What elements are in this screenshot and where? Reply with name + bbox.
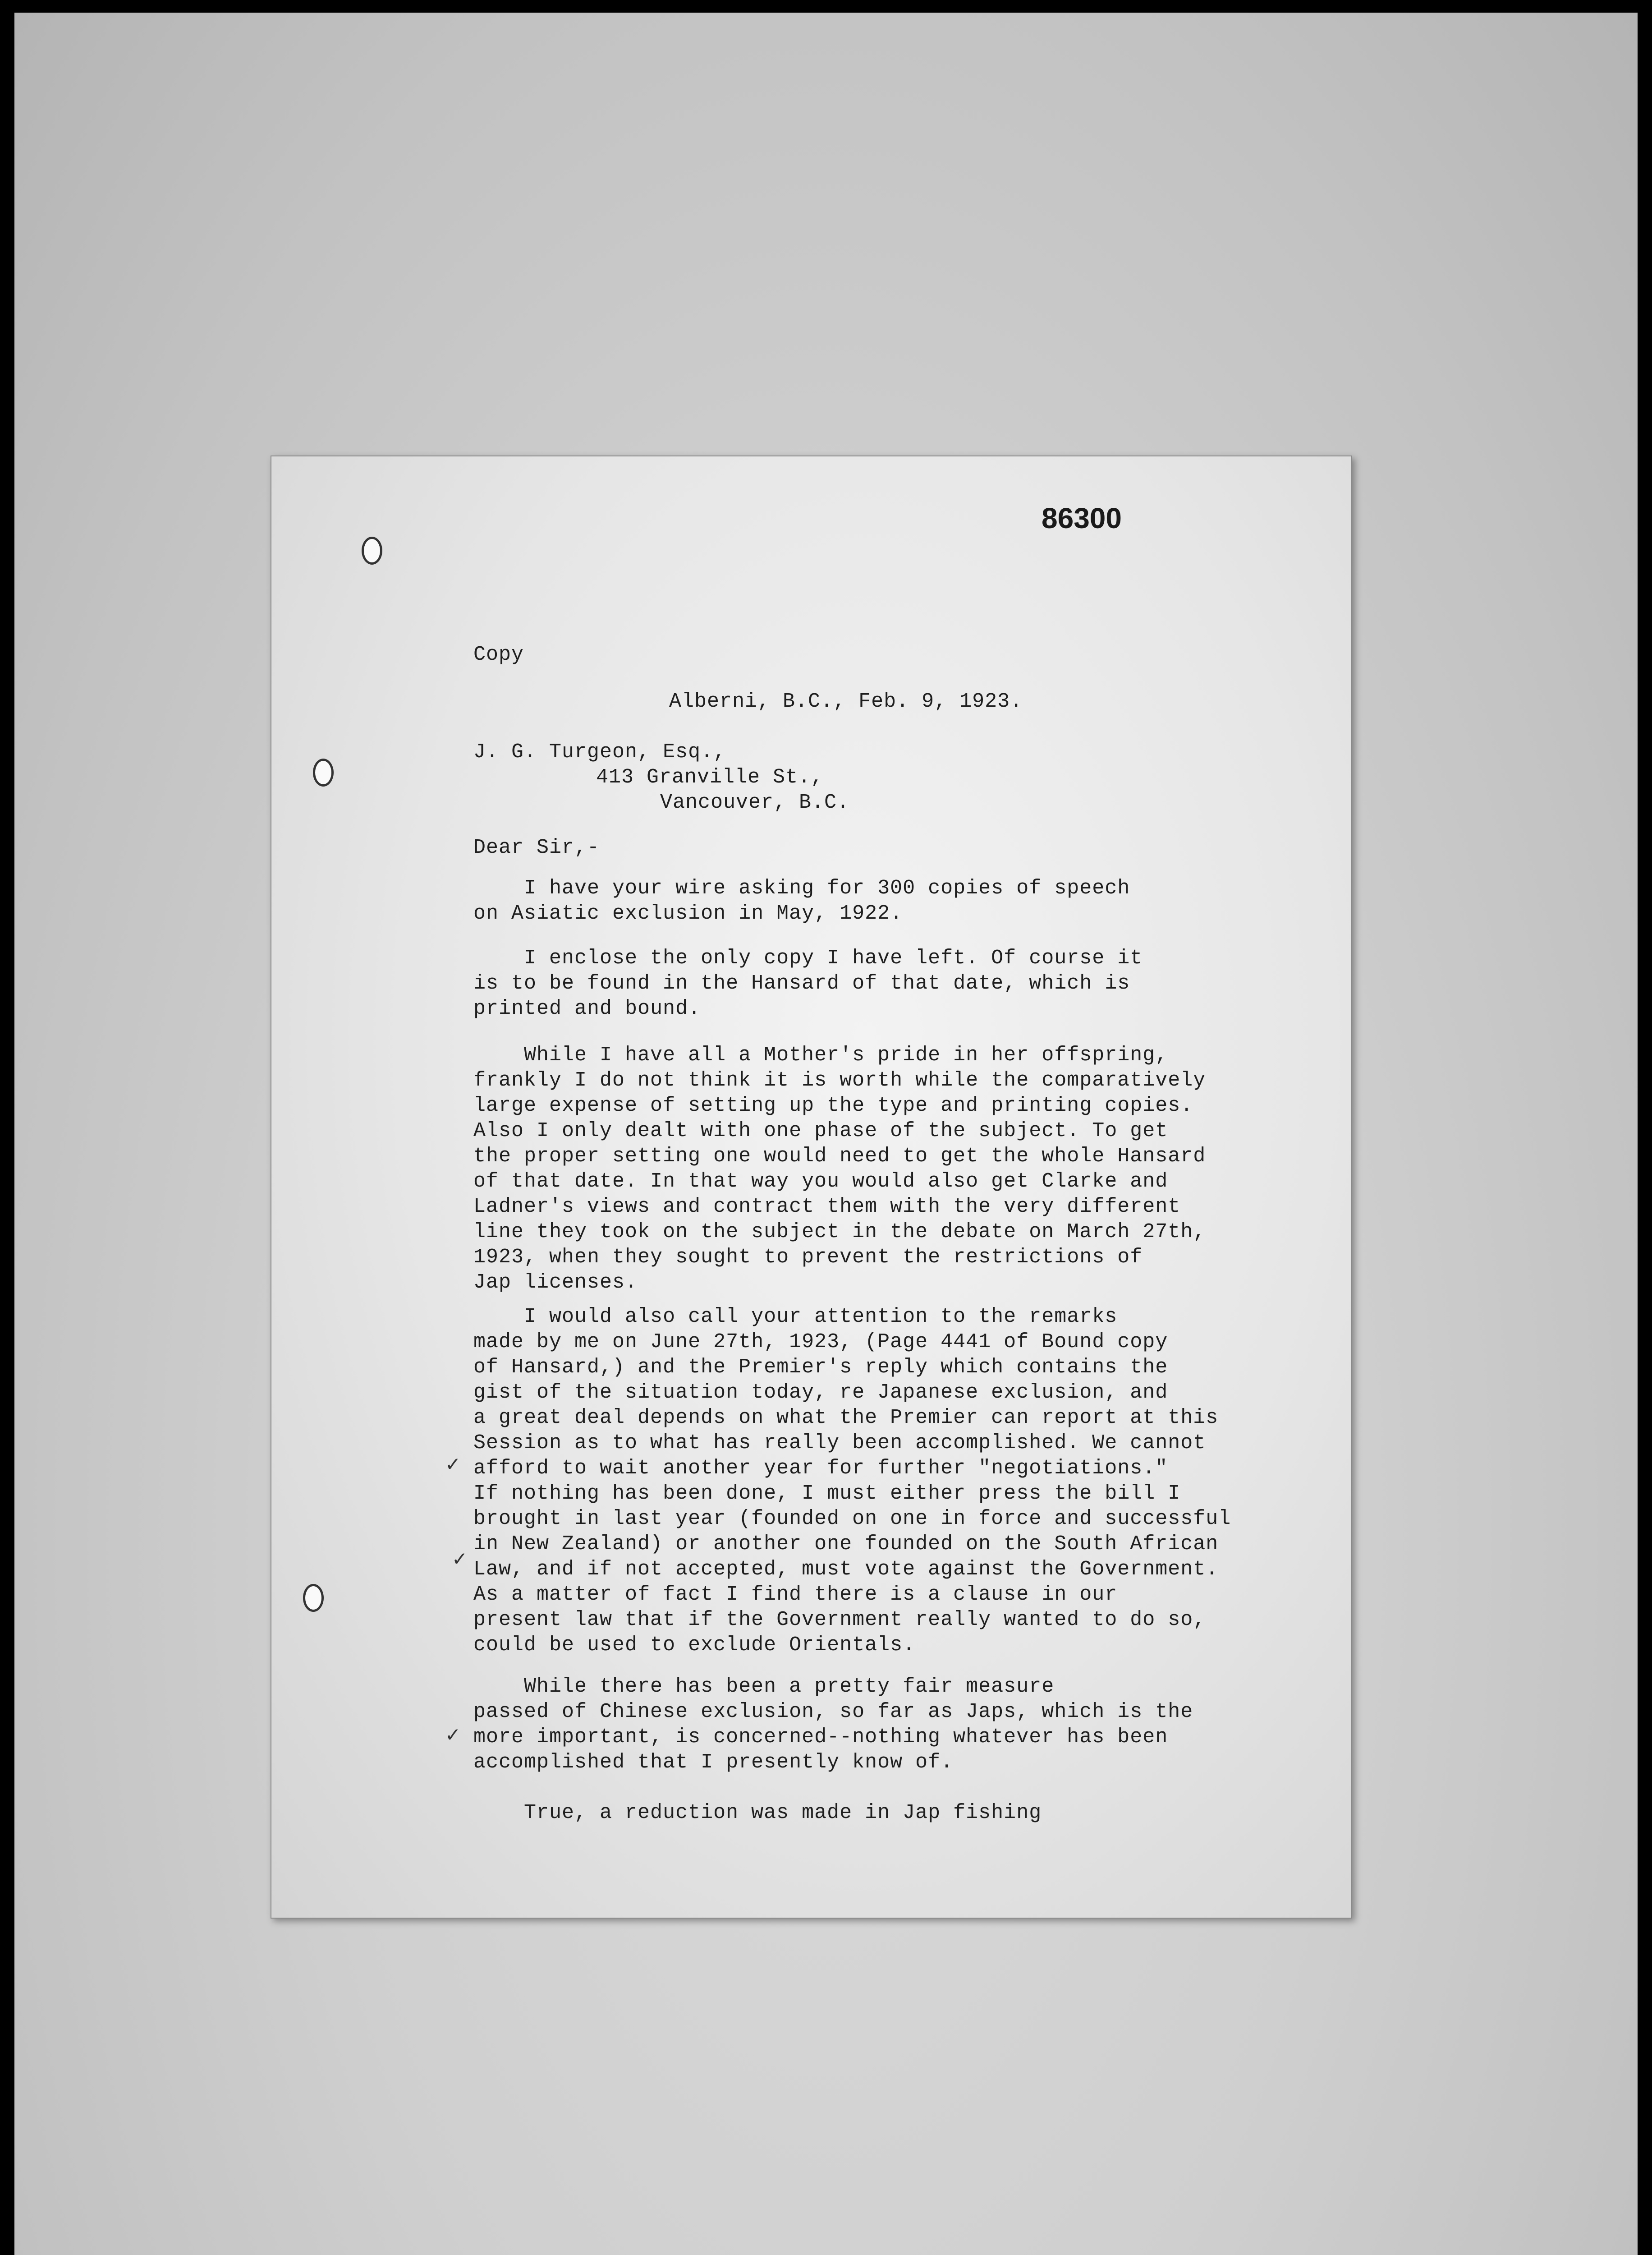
copy-label: Copy [473, 643, 524, 666]
paragraph: While I have all a Mother's pride in her offspring, frankly I do not think it is worth while the comparatively large expense of setting up the type and printing copies. Also I only dealt with one phase of the subject. To get the proper setting one would need to get the whole Hansard of that date. In that way you would also get Clarke and Ladner's views and contract them with the very different line they took on the subject in the debate on March 27th, 1923, when they sought to prevent the restrictions of Jap licenses. [473, 1044, 1206, 1294]
letter-page [271, 456, 1352, 1919]
paragraph: I would also call your attention to the remarks made by me on June 27th, 1923, (Page 4441 of Bound copy of Hansard,) and the Premier's reply which contains the gist of the situation today, re Japanese exclusion, and a great deal depends on what the Premier can report at this Session as to what has really been accomplished. We cannot afford to wait another year for further "negotiations." If nothing has been done, I must either press the bill I brought in last year (founded on one in force and successful in New Zealand) or another one founded on the South African Law, and if not accepted, must vote against the Government. As a matter of fact I find there is a clause in our present law that if the Government really wanted to do so, could be used to exclude Orientals. [473, 1305, 1231, 1657]
paragraph: I have your wire asking for 300 copies of speech on Asiatic exclusion in May, 1922. [473, 877, 1130, 925]
margin-checkmark: ✓ [445, 1724, 461, 1746]
salutation: Dear Sir,- [473, 836, 600, 859]
address-line: Vancouver, B.C. [660, 791, 850, 814]
paragraph: While there has been a pretty fair measure passed of Chinese exclusion, so far as Japs, which is the more important, is concerned--nothing whatever has been accomplished that I presently know of. [473, 1675, 1193, 1774]
address-line: J. G. Turgeon, Esq., [473, 741, 726, 764]
paragraph: True, a reduction was made in Jap fishing [473, 1801, 1042, 1824]
document-number: 86300 [1042, 502, 1122, 534]
punch-hole-bottom [303, 1584, 324, 1612]
punch-hole-middle [313, 759, 334, 787]
margin-checkmark: ✓ [452, 1548, 468, 1570]
dateline: Alberni, B.C., Feb. 9, 1923. [669, 690, 1023, 713]
paragraph: I enclose the only copy I have left. Of course it is to be found in the Hansard of that date, which is printed and bound. [473, 947, 1143, 1020]
margin-checkmark: ✓ [445, 1453, 461, 1475]
punch-hole-top [362, 537, 382, 565]
address-line: 413 Granville St., [596, 766, 824, 789]
